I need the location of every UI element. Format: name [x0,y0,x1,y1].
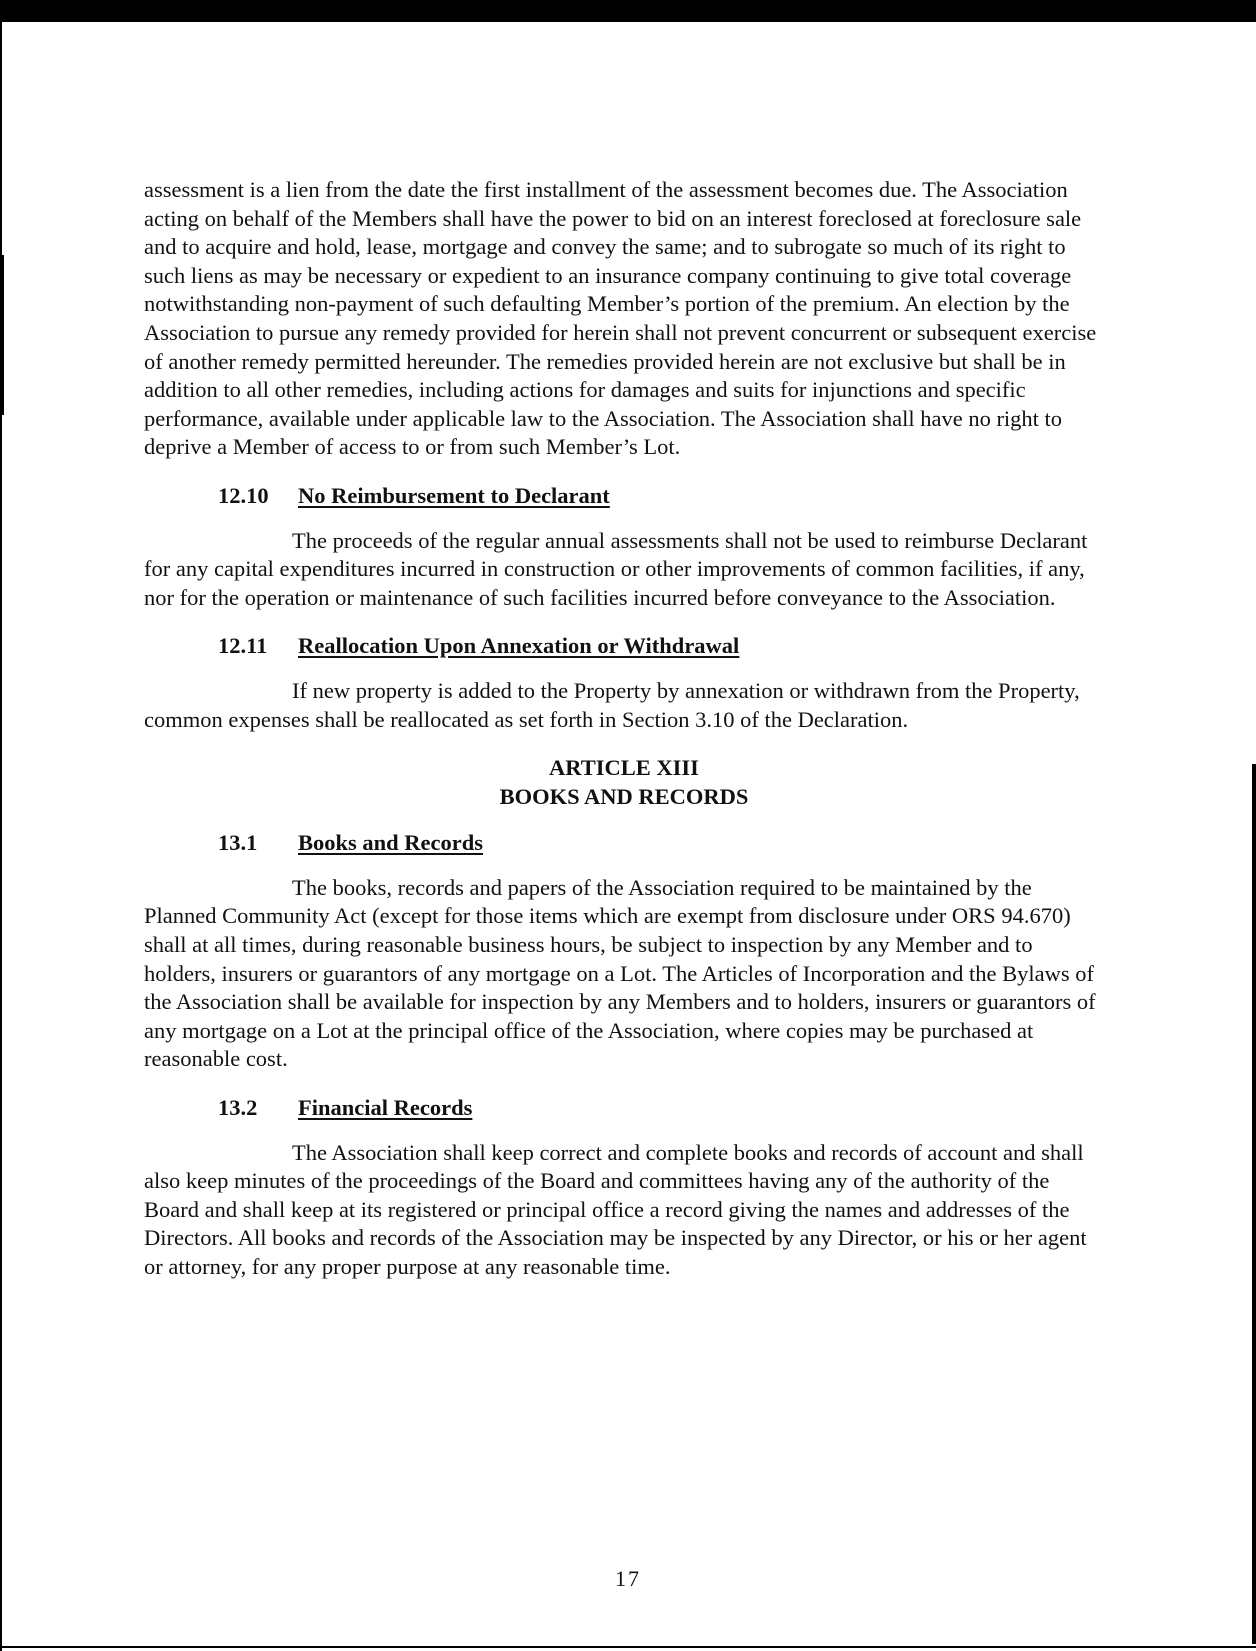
section-heading-13-2 [144,1094,1104,1123]
scan-artifact-right [1252,764,1256,1644]
opening-paragraph: assessment is a lien from the date the first installment of the assessment becomes due. The Association acting on behalf of the Members shall have the power to bid on an interest foreclosed at foreclosure sale and to acquire and hold, lease, mortgage and convey the same; and to subrogate so much of its right to such liens as may be necessary or expedient to an insurance company continuing to give total coverage notwithstanding non-payment of such defaulting Member’s portion of the premium. An election by the Association to pursue any remedy provided for herein shall not prevent concurrent or subsequent exercise of another remedy permitted hereunder. The remedies provided herein are not exclusive but shall be in addition to all other remedies, including actions for damages and suits for injunctions and specific performance, available under applicable law to the Association. The Association shall have no right to deprive a Member of access to or from such Member’s Lot. [144,177,1097,460]
section-body-12-11: If new property is added to the Property by annexation or withdrawn from the Property, common expenses shall be reallocated as set forth in Section 3.10 of the Declaration. [144,677,1080,732]
scan-top-border [0,0,1256,22]
section-title: Books and Records [298,830,484,856]
section-number: 12.11 [218,633,268,659]
document-body [144,176,1104,1282]
section-heading-13-1 [144,829,1104,858]
scan-bottom-border [0,1646,1256,1648]
section-title: Reallocation Upon Annexation or Withdrawal [298,633,740,659]
section-body-12-10: The proceeds of the regular annual assessments shall not be used to reimburse Declarant for any capital expenditures incurred in construction or other improvements of common facilities, if any, nor for the operation or maintenance of such facilities incurred before conveyance to the Association. [144,527,1088,610]
article-heading [144,754,1104,811]
section-body-13-2: The Association shall keep correct and complete books and records of account and shall also keep minutes of the proceedings of the Board and committees having any of the authority of the Board and shall keep at its registered or principal office a record giving the names and addresses of the Directors. All books and records of the Association may be inspected by any Director, or his or her agent or attorney, for any proper purpose at any reasonable time. [144,1139,1087,1279]
section-heading-12-10 [144,482,1104,511]
section-title: Financial Records [298,1095,473,1121]
article-number: ARTICLE XIII [549,755,699,781]
section-number: 13.1 [218,830,258,856]
section-number: 13.2 [218,1095,258,1121]
article-title: BOOKS AND RECORDS [499,783,749,809]
section-heading-12-11 [144,632,1104,661]
section-title: No Reimbursement to Declarant [298,482,610,508]
page-number: 17 [615,1566,641,1591]
scan-artifact-left [0,255,4,415]
section-body-13-1: The books, records and papers of the Association required to be maintained by the Planned Community Act (except for those items which are exempt from disclosure under ORS 94.670) shall at all times, during reasonable business hours, be subject to inspection by any Member and to holders, insurers or guarantors of any mortgage on a Lot. The Articles of Incorporation and the Bylaws of the Association shall be available for inspection by any Members and to holders, insurers or guarantors of any mortgage on a Lot at the principal office of the Association, where copies may be purchased at reasonable cost. [144,874,1096,1072]
section-number: 12.10 [218,482,269,508]
